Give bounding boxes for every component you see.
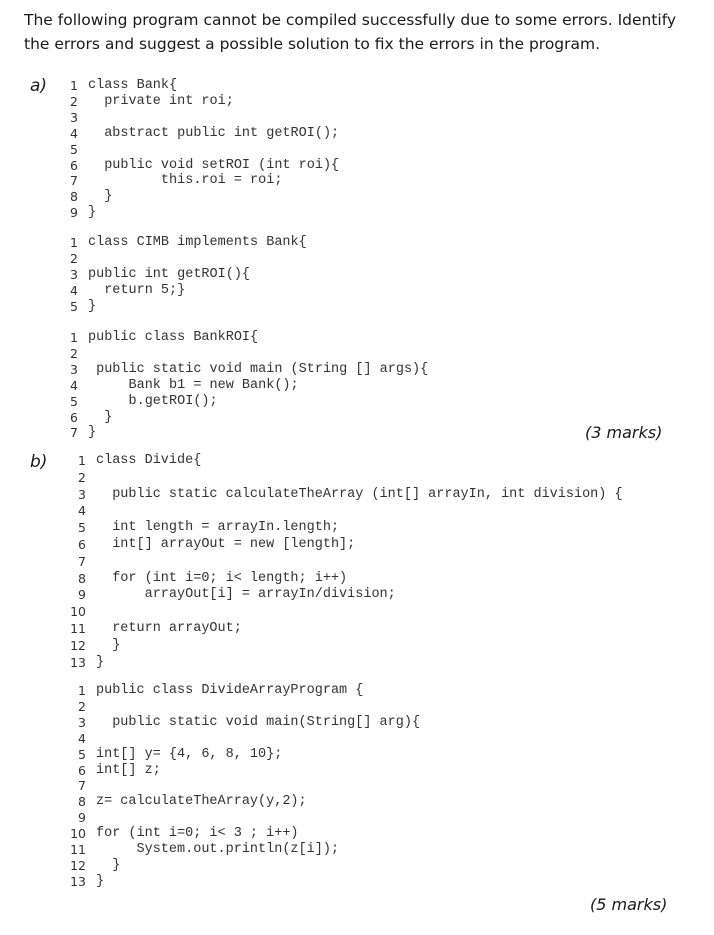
code-line: private int roi; — [88, 93, 234, 109]
line-number: 1 — [70, 235, 78, 250]
code-line: for (int i=0; i< length; i++) — [96, 570, 348, 586]
code-line: } — [88, 189, 113, 205]
line-number: 6 — [78, 537, 86, 552]
line-number: 2 — [78, 469, 86, 485]
code-line: for (int i=0; i< 3 ; i++) — [96, 826, 299, 842]
code-line: Bank b1 = new Bank(); — [88, 377, 299, 393]
code-line: } — [88, 298, 97, 314]
line-number: 5 — [78, 746, 86, 762]
question-instructions: The following program cannot be compiled successfully due to some errors. Identify the errors and suggest a possible solution to fix the errors in the program. — [24, 11, 677, 53]
code-line: public int getROI(){ — [88, 266, 251, 282]
line-number: 11 — [70, 621, 86, 636]
code-line: } — [96, 654, 105, 670]
code-line: } — [88, 425, 97, 441]
line-number: 3 — [78, 714, 86, 730]
code-line: int[] z; — [96, 762, 161, 778]
line-number: 13 — [70, 873, 86, 889]
line-number: 4 — [70, 282, 78, 298]
code-line: } — [96, 857, 121, 873]
code-line: this.roi = roi; — [88, 173, 283, 189]
line-number: 8 — [70, 189, 78, 205]
line-number: 6 — [78, 762, 86, 778]
line-number: 4 — [78, 730, 86, 746]
code-line: z= calculateTheArray(y,2); — [96, 794, 307, 810]
line-number: 3 — [78, 486, 86, 502]
line-number: 6 — [70, 157, 78, 173]
line-number: 5 — [70, 298, 78, 314]
line-number: 8 — [78, 794, 86, 810]
line-number: 1 — [78, 683, 86, 698]
code-line: System.out.println(z[i]); — [96, 842, 340, 857]
line-number: 1 — [78, 453, 86, 468]
code-line: } — [96, 637, 121, 653]
code-line: int length = arrayIn.length; — [96, 520, 340, 536]
code-line: return 5;} — [88, 282, 186, 298]
code-line: class Divide{ — [96, 453, 202, 468]
code-line: public void setROI (int roi){ — [88, 157, 340, 173]
line-number: 5 — [78, 520, 86, 536]
line-number: 9 — [78, 587, 86, 603]
code-line: } — [88, 409, 113, 425]
line-number: 12 — [70, 637, 86, 653]
line-number: 2 — [78, 698, 86, 714]
code-line: b.getROI(); — [88, 393, 218, 409]
line-number: 4 — [70, 125, 78, 141]
line-number: 4 — [70, 377, 78, 393]
line-number: 8 — [78, 570, 86, 586]
code-line: int[] y= {4, 6, 8, 10}; — [96, 746, 283, 762]
line-number: 7 — [78, 778, 86, 794]
line-number: 2 — [70, 93, 78, 109]
part-a-marks: (3 marks) — [585, 423, 663, 442]
code-line: public static calculateTheArray (int[] arrayIn, int division) { — [96, 486, 623, 502]
line-number: 9 — [70, 205, 78, 221]
line-number: 12 — [70, 857, 86, 873]
line-number: 3 — [70, 109, 78, 125]
part-b-label: b) — [30, 452, 48, 472]
code-line: abstract public int getROI(); — [88, 125, 340, 141]
line-number: 4 — [78, 503, 86, 519]
line-number: 10 — [70, 826, 86, 842]
line-number: 3 — [70, 361, 78, 377]
code-line: public class DivideArrayProgram { — [96, 683, 364, 698]
code-line: public class BankROI{ — [88, 330, 259, 345]
line-number: 2 — [70, 345, 78, 361]
code-line: class Bank{ — [88, 78, 178, 93]
code-line: class CIMB implements Bank{ — [88, 235, 307, 250]
line-number: 7 — [70, 173, 78, 189]
line-number: 10 — [70, 604, 86, 620]
line-number: 7 — [78, 553, 86, 569]
line-number: 13 — [70, 654, 86, 670]
line-number: 11 — [70, 842, 86, 857]
line-number: 6 — [70, 409, 78, 425]
code-line: public static void main (String [] args){ — [88, 361, 429, 377]
line-number: 2 — [70, 250, 78, 266]
code-line: } — [88, 205, 97, 221]
line-number: 7 — [70, 425, 78, 441]
line-number: 5 — [70, 141, 78, 157]
code-line: public static void main(String[] arg){ — [96, 714, 421, 730]
code-line: return arrayOut; — [96, 621, 242, 636]
code-line: arrayOut[i] = arrayIn/division; — [96, 587, 396, 603]
code-line: } — [96, 873, 105, 889]
part-b-marks: (5 marks) — [590, 895, 668, 914]
line-number: 5 — [70, 393, 78, 409]
line-number: 1 — [70, 78, 78, 93]
part-a-label: a) — [30, 76, 48, 96]
line-number: 3 — [70, 266, 78, 282]
line-number: 9 — [78, 810, 86, 826]
line-number: 1 — [70, 330, 78, 345]
code-line: int[] arrayOut = new [length]; — [96, 537, 356, 552]
